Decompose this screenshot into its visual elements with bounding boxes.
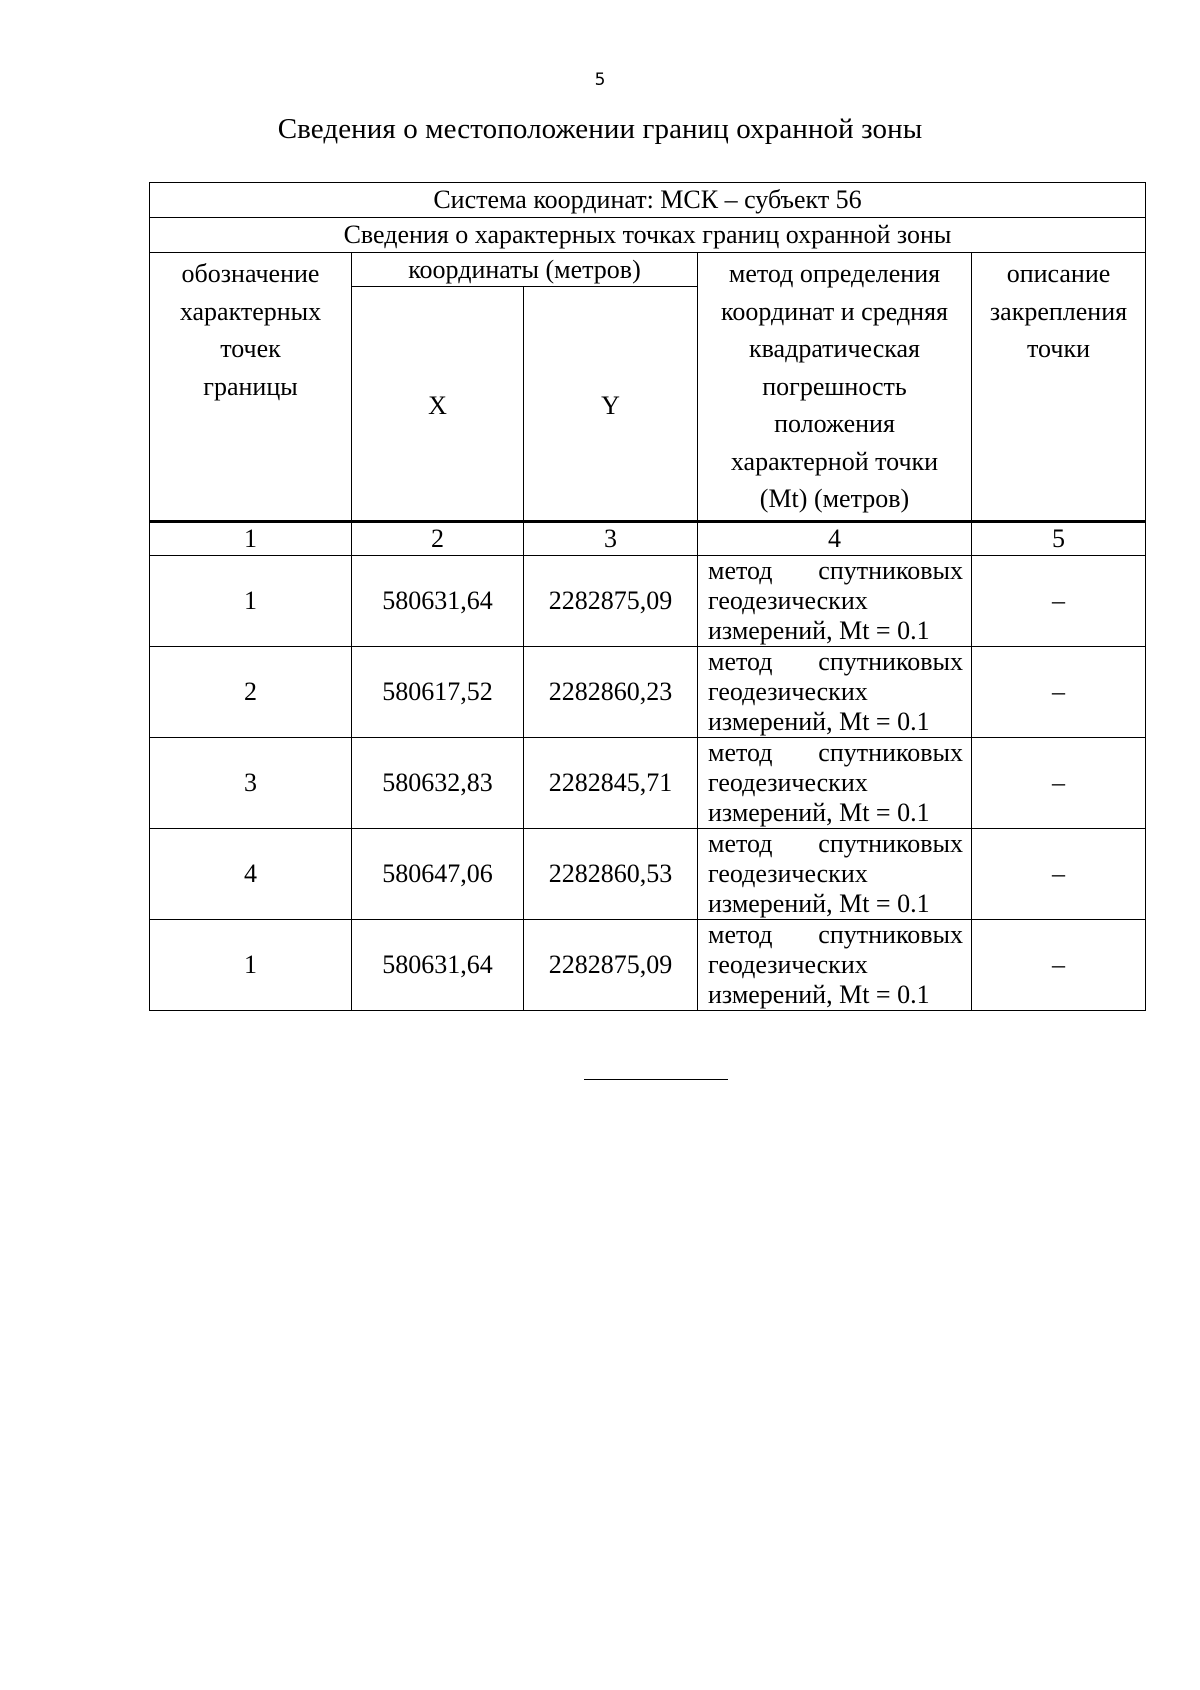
header-method [698, 253, 972, 522]
method-cell: метод спутниковых геодезических измерений, Mt = 0.1 [698, 556, 972, 647]
x-coordinate-cell: 580632,83 [352, 738, 524, 829]
description-cell: – [972, 556, 1146, 647]
description-cell: – [972, 647, 1146, 738]
header-point [150, 253, 352, 522]
point-id-cell: 4 [150, 829, 352, 920]
table-row [150, 920, 1146, 1011]
points-info-row [150, 218, 1146, 253]
page-title: Сведения о местоположении границ охранной зоны [277, 113, 923, 145]
method-cell: метод спутниковых геодезических измерений, Mt = 0.1 [698, 920, 972, 1011]
method-cell: метод спутниковых геодезических измерений, Mt = 0.1 [698, 647, 972, 738]
point-id-cell: 2 [150, 647, 352, 738]
x-coordinate-cell: 580631,64 [352, 920, 524, 1011]
coordinate-system-label: Система координат: МСК – субъект 56 [150, 183, 1146, 218]
x-coordinate-cell: 580631,64 [352, 556, 524, 647]
point-id-cell: 1 [150, 556, 352, 647]
description-cell: – [972, 829, 1146, 920]
y-coordinate-cell: 2282860,53 [524, 829, 698, 920]
x-coordinate-cell: 580647,06 [352, 829, 524, 920]
column-number: 4 [698, 522, 972, 556]
header-description [972, 253, 1146, 522]
header-row-1 [150, 253, 1146, 287]
column-number: 3 [524, 522, 698, 556]
header-coordinates: координаты (метров) [352, 253, 698, 287]
y-coordinate-cell: 2282875,09 [524, 920, 698, 1011]
method-cell: метод спутниковых геодезических измерений, Mt = 0.1 [698, 829, 972, 920]
description-cell: – [972, 920, 1146, 1011]
point-id-cell: 3 [150, 738, 352, 829]
header-point-text: обозначение характерных точек границы [179, 259, 322, 401]
y-coordinate-cell: 2282875,09 [524, 556, 698, 647]
column-numbers-row [150, 522, 1146, 556]
column-number: 1 [150, 522, 352, 556]
header-y: Y [524, 287, 698, 522]
y-coordinate-cell: 2282845,71 [524, 738, 698, 829]
point-id-cell: 1 [150, 920, 352, 1011]
coordinates-table [149, 182, 1146, 1011]
method-cell: метод спутниковых геодезических измерений, Mt = 0.1 [698, 738, 972, 829]
header-method-text: метод определения координат и средняя квадратическая погрешность положения характерной точки (Mt) (метров) [721, 259, 948, 513]
x-coordinate-cell: 580617,52 [352, 647, 524, 738]
separator-line [584, 1079, 728, 1080]
header-description-text: описание закрепления точки [989, 259, 1128, 363]
page-number: 5 [594, 70, 606, 90]
points-info-label: Сведения о характерных точках границ охранной зоны [150, 218, 1146, 253]
column-number: 2 [352, 522, 524, 556]
coordinate-system-row [150, 183, 1146, 218]
y-coordinate-cell: 2282860,23 [524, 647, 698, 738]
description-cell: – [972, 738, 1146, 829]
table-row [150, 829, 1146, 920]
header-x: X [352, 287, 524, 522]
table-row [150, 556, 1146, 647]
table-row [150, 647, 1146, 738]
table-row [150, 738, 1146, 829]
column-number: 5 [972, 522, 1146, 556]
